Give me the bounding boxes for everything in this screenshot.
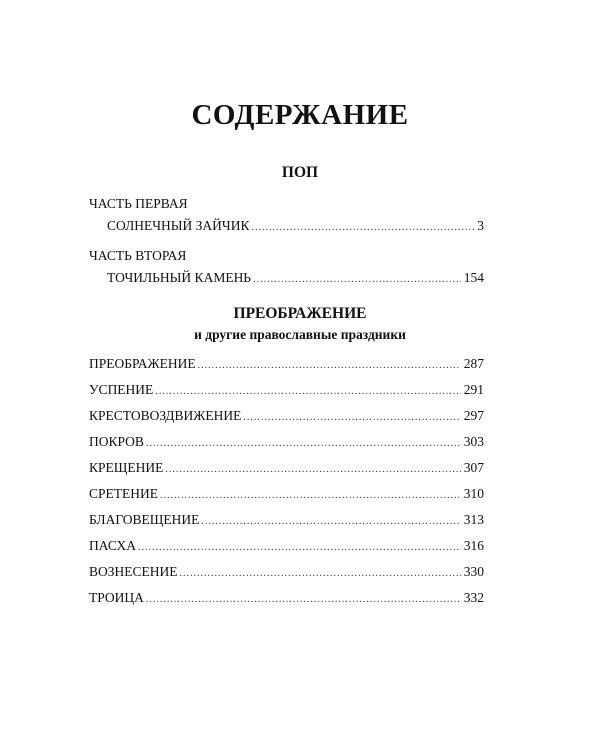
dot-leader — [180, 568, 461, 579]
toc-entry-title: ТОЧИЛЬНЫЙ КАМЕНЬ — [107, 270, 252, 285]
toc-entry-troitsa[interactable] — [89, 590, 484, 606]
toc-entry-title: СОЛНЕЧНЫЙ ЗАЙЧИК — [107, 218, 250, 233]
dot-leader — [251, 222, 474, 233]
toc-entry-page: 154 — [463, 270, 484, 285]
toc-entry-page: 303 — [463, 434, 484, 449]
toc-entry-paskha[interactable] — [89, 538, 484, 554]
section-title-preobrazhenie: ПРЕОБРАЖЕНИЕ — [233, 305, 367, 322]
dot-leader — [253, 274, 461, 285]
toc-entry-title: БЛАГОВЕЩЕНИЕ — [89, 512, 200, 527]
toc-entry-page: 316 — [463, 538, 484, 553]
dot-leader — [243, 412, 460, 423]
toc-entry-uspenie[interactable] — [89, 382, 484, 398]
dot-leader — [201, 516, 460, 527]
toc-entry-tochilny-kamen[interactable] — [107, 270, 484, 286]
toc-entry-krestovozdvizhenie[interactable] — [89, 408, 484, 424]
toc-entry-pokrov[interactable] — [89, 434, 484, 450]
part-label-second: ЧАСТЬ ВТОРАЯ — [89, 248, 187, 263]
toc-entry-page: 3 — [477, 218, 484, 233]
toc-entry-page: 330 — [463, 564, 484, 579]
dot-leader — [198, 360, 461, 371]
toc-entry-preobrazhenie[interactable] — [89, 356, 484, 372]
toc-entry-title: ВОЗНЕСЕНИЕ — [89, 564, 178, 579]
toc-entry-page: 287 — [463, 356, 484, 371]
toc-entry-title: ПОКРОВ — [89, 434, 144, 449]
toc-entry-page: 297 — [463, 408, 484, 423]
page-title: СОДЕРЖАНИЕ — [191, 99, 409, 131]
toc-entry-blagoveshchenie[interactable] — [89, 512, 484, 528]
toc-entry-page: 313 — [463, 512, 484, 527]
toc-entry-title: УСПЕНИЕ — [89, 382, 154, 397]
dot-leader — [160, 490, 461, 501]
section-subtitle: и другие православные праздники — [194, 327, 406, 342]
toc-entry-page: 291 — [463, 382, 484, 397]
toc-entry-title: ПРЕОБРАЖЕНИЕ — [89, 356, 196, 371]
toc-entry-title: КРЕСТОВОЗДВИЖЕНИЕ — [89, 408, 242, 423]
toc-entry-page: 307 — [463, 460, 484, 475]
toc-entry-kreshchenie[interactable] — [89, 460, 484, 476]
toc-entry-title: КРЕЩЕНИЕ — [89, 460, 164, 475]
part-label-first: ЧАСТЬ ПЕРВАЯ — [89, 196, 188, 211]
dot-leader — [138, 542, 461, 553]
dot-leader — [155, 386, 460, 397]
toc-entry-page: 332 — [463, 590, 484, 605]
toc-entry-solnechny-zaichik[interactable] — [107, 218, 484, 234]
toc-entry-sretenie[interactable] — [89, 486, 484, 502]
toc-entry-title: СРЕТЕНИЕ — [89, 486, 158, 501]
dot-leader — [165, 464, 460, 475]
section-title-pop: ПОП — [281, 164, 319, 181]
toc-entry-voznesenie[interactable] — [89, 564, 484, 580]
toc-entry-title: ПАСХА — [89, 538, 136, 553]
dot-leader — [146, 594, 461, 605]
toc-entry-page: 310 — [463, 486, 484, 501]
dot-leader — [146, 438, 461, 449]
toc-entry-title: ТРОИЦА — [89, 590, 144, 605]
